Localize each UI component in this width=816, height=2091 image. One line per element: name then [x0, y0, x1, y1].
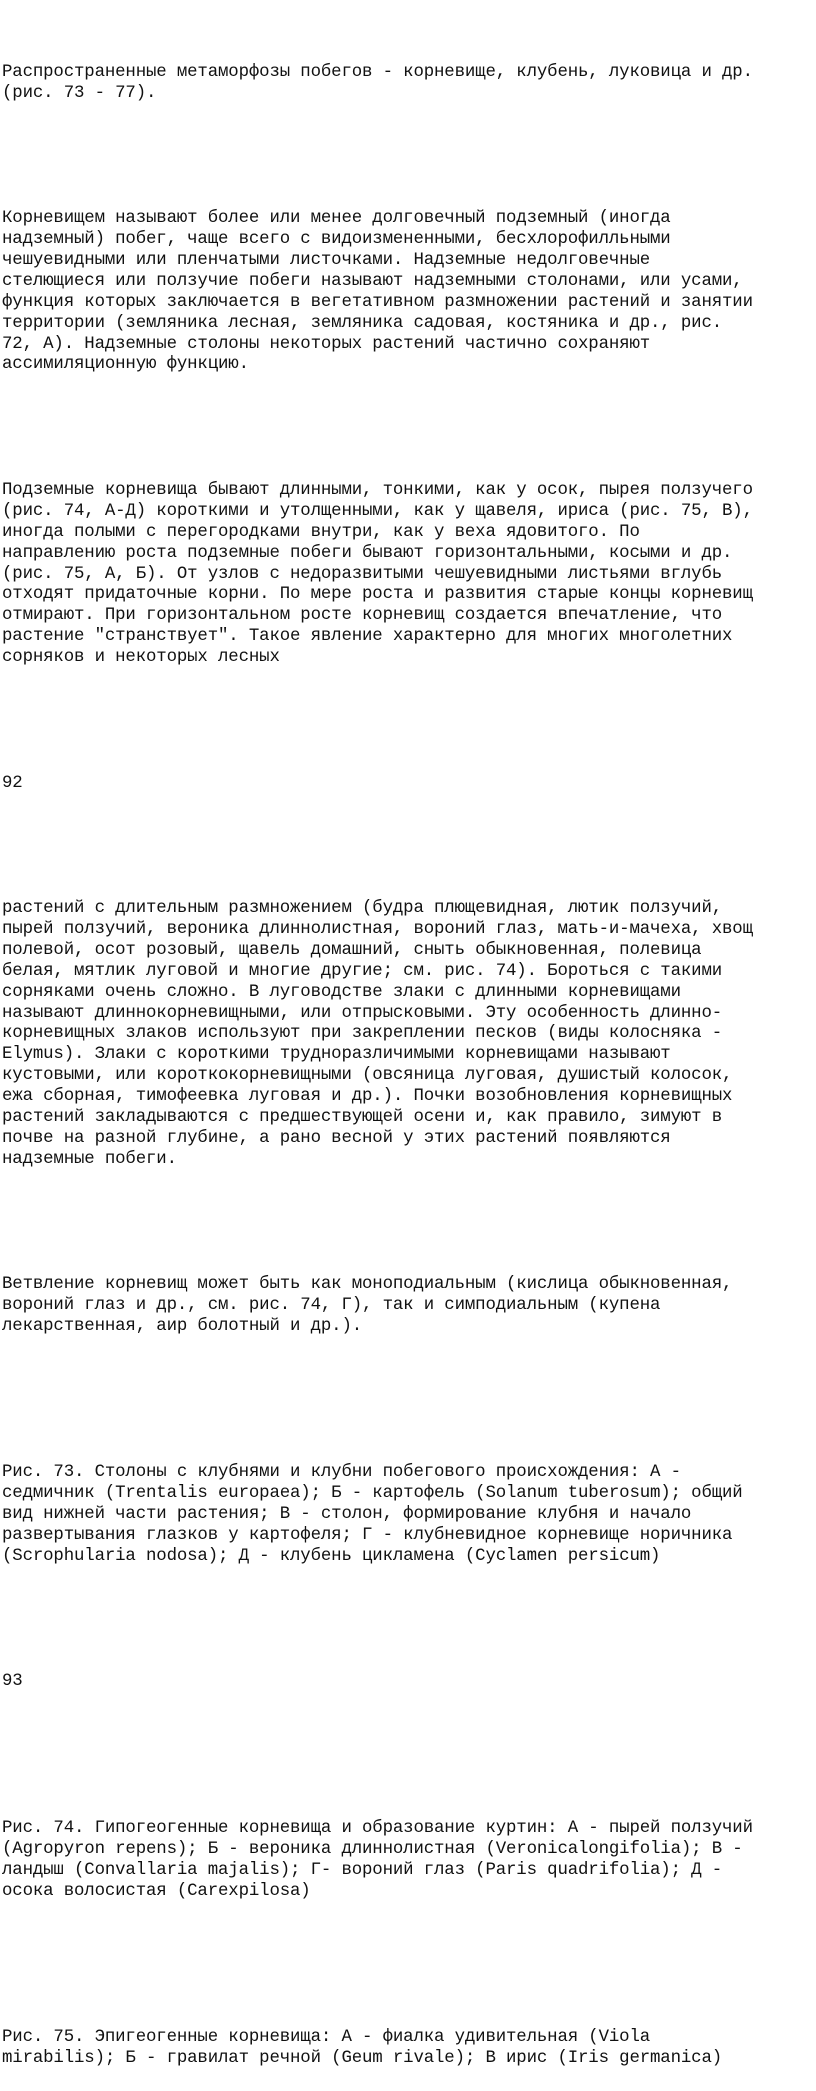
branching-paragraph: Ветвление корневищ может быть как моноподиальным (кислица обыкновенная, вороний глаз и др., см. рис. 74, Г), так и симподиальным (купена лекарственная, аир болотный и др.). [2, 1275, 733, 1337]
paragraph-gap [2, 836, 816, 857]
rhizome-definition-paragraph: Корневищем называют более или менее долговечный подземный (иногда надземный) побег, чаще всего с видоизмененными, бесхлорофилльными чешуевидными или пленчатыми листочками. Надземные недолговечные стелющиеся или ползучие побеги называют надземными столонами, или усами, функция которых заключается в вегетативном размножении растений и занятии территории (земляника лесная, земляника садовая, костяника и др., рис. 72, А). Надземные столоны некоторых растений частично сохраняют ассимиляционную функцию. [2, 209, 753, 375]
figure-74-caption: Рис. 74. Гипогеогенные корневища и образование куртин: А - пырей ползучий (Agropyron repens); Б - вероника длиннолистная (Veronicalongifolia); В - ландыш (Convallaria majalis); Г- вороний глаз (Paris quadrifolia); Д - осока волосистая (Carexpilosa) [2, 1818, 753, 1901]
underground-rhizomes-paragraph: Подземные корневища бывают длинными, тонкими, как у осок, пырея ползучего (рис. 74, А-Д) короткими и утолщенными, как у щавеля, ириса (рис. 75, В), иногда полыми с перегородками внутри, как у веха ядовитого. По направлению роста подземные побеги бывают горизонтальными, косыми и др. (рис. 75, А, Б). От узлов с недоразвитыми чешуевидными листьями вглубь отходят придаточные корни. По мере роста и развития старые концы корневищ отмирают. При горизонтальном росте корневищ создается впечатление, что растение "странствует". Такое явление характерно для многих многолетних сорняков и некоторых лесных [2, 480, 753, 668]
paragraph-gap [2, 1213, 816, 1234]
intro-paragraph: Распространенные метаморфозы побегов - корневище, клубень, луковица и др. (рис. 73 - 77). [2, 62, 753, 103]
figure-73-caption: Рис. 73. Столоны с клубнями и клубни побегового происхождения: А - седмичник (Trentalis europaea); Б - картофель (Solanum tuberosum); общий вид нижней части растения; В - столон, формирование клубня и начало развертывания глазков у картофеля; Г - клубневидное корневище норичника (Scrophularia nodosa); Д - клубень цикламена (Cyclamen persicum) [2, 1463, 743, 1567]
page-number-92: 92 [2, 773, 23, 793]
paragraph-gap [2, 1735, 816, 1777]
paragraph-gap [2, 1610, 816, 1631]
paragraph-gap [2, 1380, 816, 1422]
page-number-93: 93 [2, 1672, 23, 1692]
paragraph-gap [2, 711, 816, 732]
figure-75-caption: Рис. 75. Эпигеогенные корневища: А - фиалка удивительная (Viola mirabilis); Б - гравилат речной (Geum rivale); В ирис (Iris germanica) [2, 2027, 723, 2068]
paragraph-gap [2, 146, 816, 167]
paragraph-gap [2, 418, 816, 439]
plants-reproduction-paragraph: растений с длительным размножением (будра плющевидная, лютик ползучий, пырей ползучий, вероника длиннолистная, вороний глаз, мать-и-мачеха, хвощ полевой, осот розовый, щавель домашний, сныть обыкновенная, полевица белая, мятлик луговой и многие другие; см. рис. 74). Бороться с такими сорняками очень сложно. В луговодстве злаки с длинными корневищами называют длиннокорневищными, или отпрысковыми. Эту особенность длинно- корневищных злаков используют при закреплении песков (виды колосняка - Elymus). Злаки с короткими трудноразличимыми корневищами называют кустовыми, или короткокорневищными (овсяница луговая, душистый колосок, ежа сборная, тимофеевка луговая и др.). Почки возобновления корневищных растений закладываются с предшествующей осени и, как правило, зимуют в почве на разной глубине, а рано весной у этих растений появляются надземные побеги. [2, 899, 753, 1169]
paragraph-gap [2, 1944, 816, 1986]
document-page [2, 21, 816, 2091]
